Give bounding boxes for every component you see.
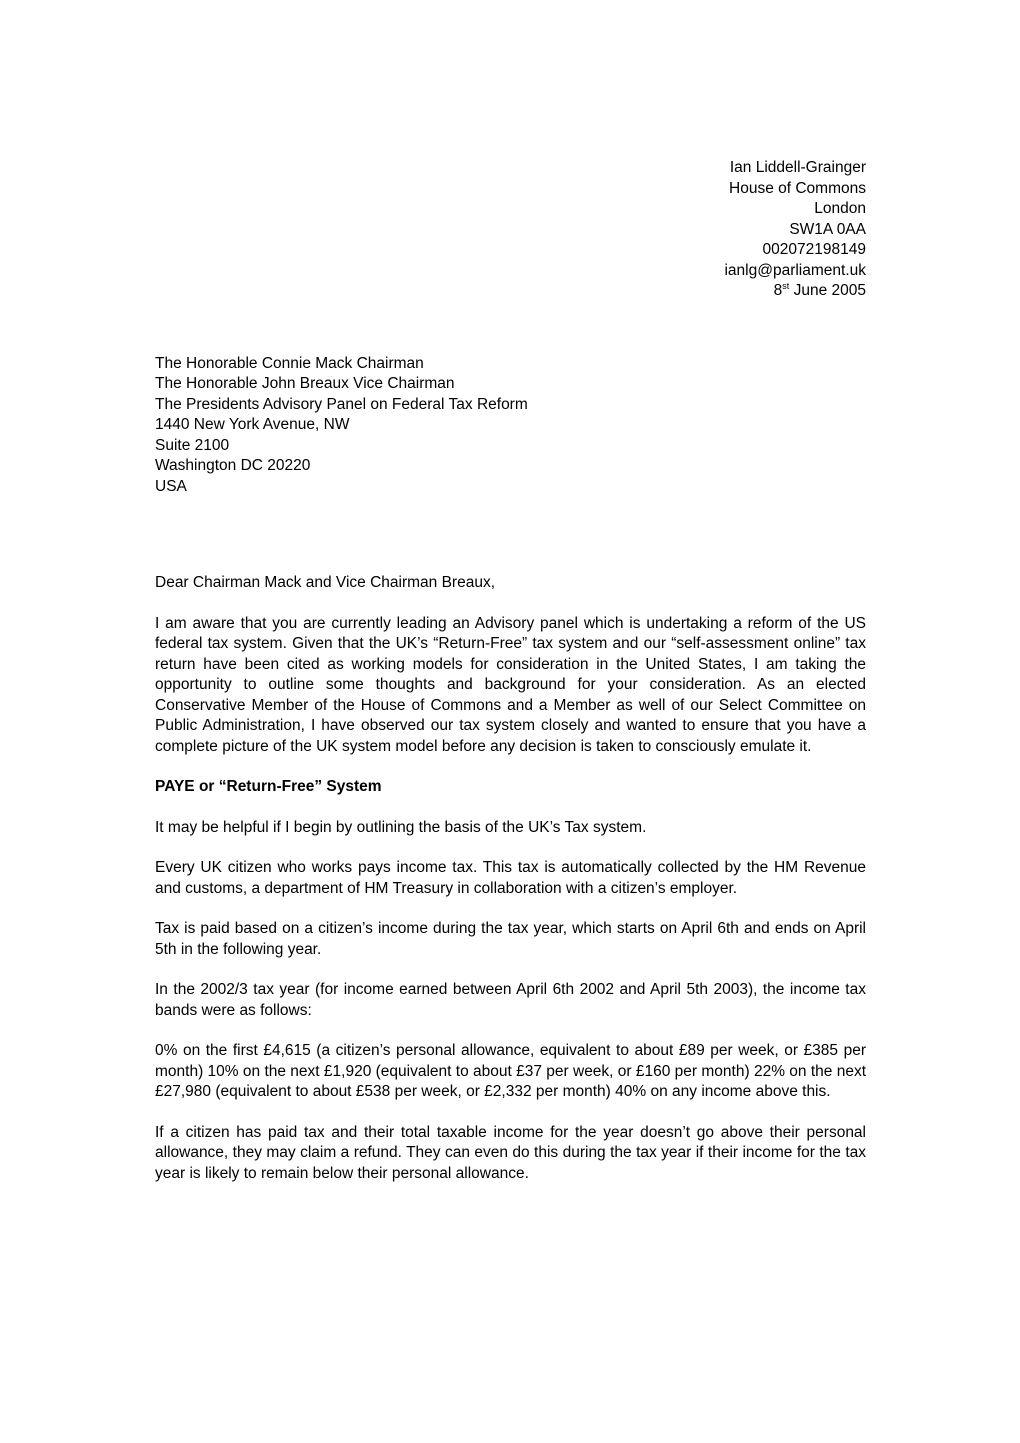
sender-address-block — [155, 158, 866, 302]
date-ordinal-suffix: st — [782, 280, 790, 291]
sender-postcode: SW1A 0AA — [789, 220, 866, 238]
recipient-line: The Honorable John Breaux Vice Chairman — [155, 375, 455, 392]
recipient-line: The Presidents Advisory Panel on Federal Tax Reform — [155, 395, 528, 413]
body-paragraph: Tax is paid based on a citizen’s income during the tax year, which starts on April 6th and ends on April 5th in the following year. — [155, 920, 866, 958]
section-heading: PAYE or “Return-Free” System — [155, 778, 382, 795]
sender-email: ianlg@parliament.uk — [724, 261, 866, 279]
date-day: 8 — [773, 282, 783, 299]
recipient-address-block — [155, 354, 866, 498]
body-paragraph: In the 2002/3 tax year (for income earned between April 6th 2002 and April 5th 2003), the income tax bands were as follows: — [155, 981, 866, 1019]
recipient-line: Washington DC 20220 — [155, 457, 311, 474]
recipient-line: The Honorable Connie Mack Chairman — [155, 354, 424, 372]
sender-name: Ian Liddell-Grainger — [729, 159, 866, 176]
body-paragraph: 0% on the first £4,615 (a citizen’s personal allowance, equivalent to about £89 per week, or £385 per month) 10% on the next £1,920 (equivalent to about £37 per week, or £160 per month) 22% on the next £27,980 (equivalent to about £538 per week, or £2,332 per month) 40% on any income above this. — [155, 1042, 866, 1100]
body-paragraph: If a citizen has paid tax and their total taxable income for the year doesn’t go above their personal allowance, they may claim a refund. They can even do this during the tax year if their income for the tax year is likely to remain below their personal allowance. — [155, 1123, 866, 1182]
sender-organization: House of Commons — [729, 179, 866, 197]
letter-date — [155, 281, 866, 302]
salutation: Dear Chairman Mack and Vice Chairman Breaux, — [155, 574, 496, 591]
recipient-line: Suite 2100 — [155, 436, 230, 454]
intro-paragraph: I am aware that you are currently leading an Advisory panel which is undertaking a reform of the US federal tax system. Given that the UK’s “Return-Free” tax system and our “self-assessment online” tax return have been cited as working models for consideration in the United States, I am taking the opportunity to outline some thoughts and background for your consideration. As an elected Conservative Member of the House of Commons and a Member as well of our Select Committee on Public Administration, I have observed our tax system closely and wanted to ensure that you have a complete picture of the UK system model before any decision is taken to consciously emulate it. — [155, 614, 866, 755]
sender-phone: 002072198149 — [762, 241, 866, 258]
body-paragraph: Every UK citizen who works pays income tax. This tax is automatically collected by the HM Revenue and customs, a department of HM Treasury in collaboration with a citizen’s employer. — [155, 859, 866, 897]
sender-city: London — [814, 200, 866, 217]
body-paragraph: It may be helpful if I begin by outlining the basis of the UK’s Tax system. — [155, 818, 647, 836]
recipient-line: 1440 New York Avenue, NW — [155, 416, 350, 433]
date-rest: June 2005 — [789, 282, 866, 299]
recipient-line: USA — [155, 477, 187, 495]
